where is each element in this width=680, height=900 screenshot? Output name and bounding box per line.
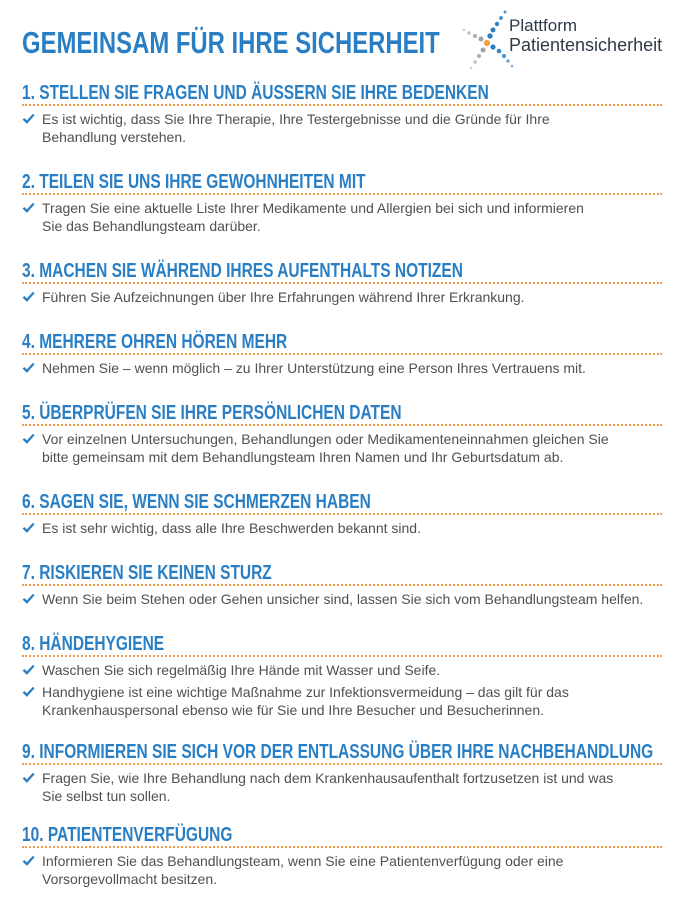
logo-dot [473,34,477,38]
section-6 [22,492,662,537]
logo-dot [511,65,514,68]
logo-dot [504,11,507,14]
list-item-text: Vor einzelnen Untersuchungen, Behandlungen oder Medikamenteneinnahmen gleichen Sie [42,431,609,447]
logo-dot-center [484,40,490,46]
logo-mark-icon [460,6,514,72]
safety-tips [22,83,662,888]
list-item-text: Informieren Sie das Behandlungsteam, wenn Sie eine Patientenverfügung oder eine [42,853,564,869]
bullet-list [22,430,662,466]
check-mark-shape [23,687,35,697]
bullet-list [22,769,662,805]
section-heading-text: 3. MACHEN SIE WÄHREND IHRES AUFENTHALTS NOTIZEN [22,260,463,282]
list-item-text: Es ist sehr wichtig, dass alle Ihre Beschwerden bekannt sind. [42,520,421,536]
section-heading [22,742,662,765]
check-mark-shape [23,856,35,866]
bullet-list [22,110,662,146]
list-item-text: Führen Sie Aufzeichnungen über Ihre Erfahrungen während Ihrer Erkrankung. [42,289,525,305]
section-3 [22,261,662,306]
section-9 [22,742,662,805]
list-item-text: Es ist wichtig, dass Sie Ihre Therapie, Ihre Testergebnisse und die Gründe für Ihre [42,111,550,127]
list-item-text: Vorsorgevollmacht besitzen. [42,871,218,887]
section-heading-text: 8. HÄNDEHYGIENE [22,633,165,655]
list-item-text: Wenn Sie beim Stehen oder Gehen unsicher sind, lassen Sie sich vom Behandlungsteam helfen. [42,591,644,607]
logo-dot [490,44,495,49]
section-8 [22,634,662,719]
check-icon [22,362,35,374]
section-5 [22,403,662,466]
section-7 [22,563,662,608]
check-mark-shape [23,114,35,124]
list-item-text: Waschen Sie sich regelmäßig Ihre Hände mit Wasser und Seife. [42,662,441,678]
logo-text [509,16,662,55]
check-mark-shape [23,292,35,302]
bullet-list [22,288,662,306]
section-1 [22,83,662,146]
check-mark-shape [23,773,35,783]
logo-line-patientensicherheit: Patientensicherheit [509,35,663,55]
section-heading [22,825,662,848]
section-heading-text: 5. ÜBERPRÜFEN SIE IHRE PERSÖNLICHEN DATEN [22,402,402,424]
list-item-text: Sie selbst tun sollen. [42,788,171,804]
check-mark-shape [23,523,35,533]
section-heading [22,332,662,355]
logo-dot [481,48,486,53]
section-heading-text: 2. TEILEN SIE UNS IHRE GEWOHNHEITEN MIT [22,171,366,193]
list-item-text: Sie das Behandlungsteam darüber. [42,218,261,234]
list-item [22,661,662,679]
list-item-text: Behandlung verstehen. [42,129,186,145]
logo-dot [495,22,499,26]
list-item [22,590,662,608]
section-10 [22,825,662,888]
section-heading-text: 7. RISKIEREN SIE KEINEN STURZ [22,562,272,584]
check-icon [22,291,35,303]
logo-dot [477,54,481,58]
list-item-text: Handhygiene ist eine wichtige Maßnahme zur Infektionsvermeidung – das gilt für das [42,684,569,700]
list-item-text: Krankenhauspersonal ebenso wie für Sie und Ihre Besucher und Besucherinnen. [42,702,544,718]
list-item-text: Nehmen Sie – wenn möglich – zu Ihrer Unterstützung eine Person Ihres Vertrauens mit. [42,360,586,376]
logo-dot [479,37,484,42]
logo-line-plattform: Plattform [509,16,578,35]
logo-dot [487,33,492,38]
bullet-list [22,519,662,537]
logo-dot [499,16,503,20]
check-icon [22,855,35,867]
section-heading [22,172,662,195]
bullet-list [22,852,662,888]
section-2 [22,172,662,235]
check-mark-shape [23,363,35,373]
check-icon [22,522,35,534]
list-item [22,430,662,466]
list-item [22,852,662,888]
list-item [22,110,662,146]
check-icon [22,664,35,676]
logo-dot [473,60,476,63]
logo-dot [502,54,506,58]
page-title-text: GEMEINSAM FÜR IHRE SICHERHEIT [22,25,440,60]
logo-dot [497,49,502,54]
section-heading-text: 1. STELLEN SIE FRAGEN UND ÄUSSERN SIE IHRE BEDENKEN [22,82,489,104]
logo-dot [467,31,470,34]
section-heading-text: 4. MEHRERE OHREN HÖREN MEHR [22,331,288,353]
list-item-text: bitte gemeinsam mit dem Behandlungsteam Ihren Namen und Ihr Geburtsdatum ab. [42,449,564,465]
section-4 [22,332,662,377]
bullet-list [22,661,662,719]
check-icon [22,686,35,698]
list-item [22,519,662,537]
section-heading-text: 10. PATIENTENVERFÜGUNG [22,824,233,846]
section-heading [22,563,662,586]
check-icon [22,202,35,214]
bullet-list [22,590,662,608]
logo-dot [491,28,496,33]
logo-dot [470,67,473,70]
check-icon [22,593,35,605]
list-item [22,359,662,377]
list-item [22,288,662,306]
section-heading [22,83,662,106]
check-mark-shape [23,594,35,604]
list-item-text: Tragen Sie eine aktuelle Liste Ihrer Medikamente und Allergien bei sich und informieren [42,200,584,216]
list-item [22,769,662,805]
section-heading [22,492,662,515]
check-mark-shape [23,203,35,213]
check-icon [22,433,35,445]
section-heading-text: 9. INFORMIEREN SIE SICH VOR DER ENTLASSUNG ÜBER IHRE NACHBEHANDLUNG [22,741,654,763]
section-heading-text: 6. SAGEN SIE, WENN SIE SCHMERZEN HABEN [22,491,371,513]
bullet-list [22,199,662,235]
logo-dot [506,59,509,62]
check-icon [22,772,35,784]
logo-dot [463,29,466,32]
section-heading [22,261,662,284]
list-item-text: Fragen Sie, wie Ihre Behandlung nach dem Krankenhausaufenthalt fortzusetzen ist und was [42,770,614,786]
check-mark-shape [23,434,35,444]
check-icon [22,113,35,125]
list-item [22,683,662,719]
section-heading [22,403,662,426]
list-item [22,199,662,235]
section-heading [22,634,662,657]
check-mark-shape [23,665,35,675]
bullet-list [22,359,662,377]
